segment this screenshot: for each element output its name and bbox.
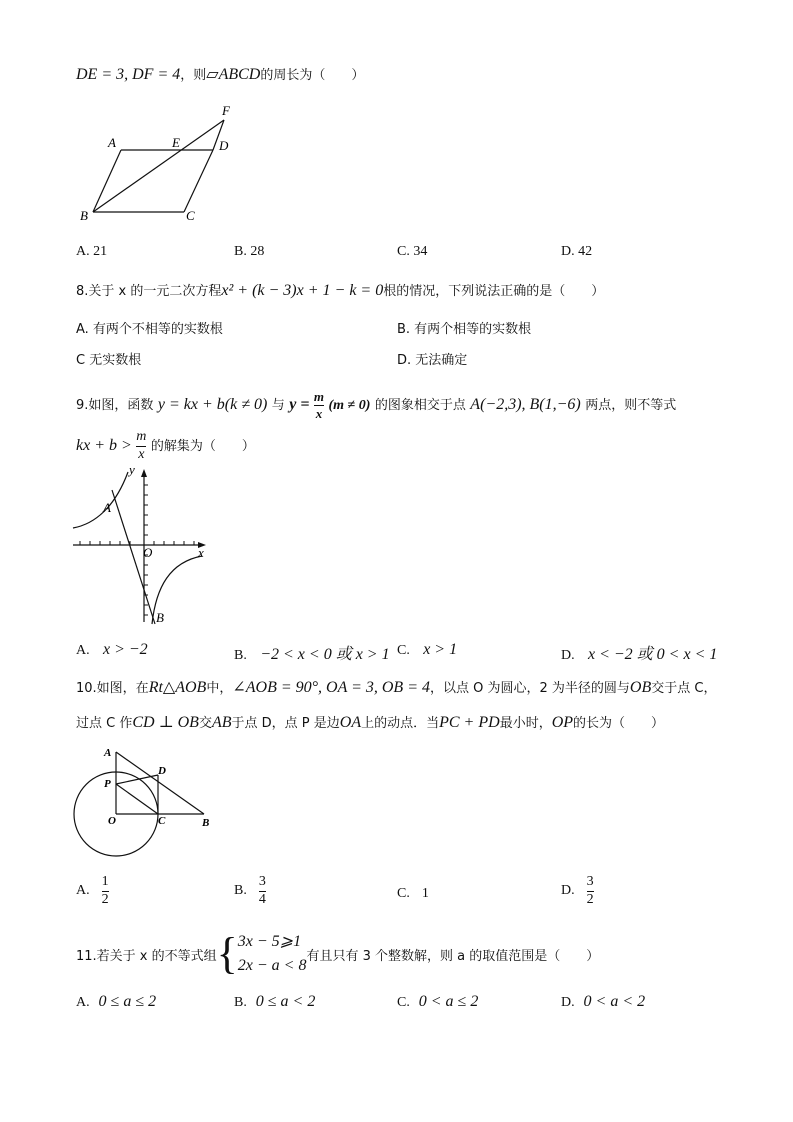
q10-label-d: D <box>158 765 166 777</box>
q10-label-p: P <box>104 778 111 790</box>
q7-label-e: E <box>172 135 180 150</box>
q10-option-d-fraction <box>587 875 594 907</box>
q11-suffix: 有且只有 3 个整数解，则 a 的取值范围是（ ） <box>306 948 600 964</box>
q10-sum: PC + PD <box>439 714 500 731</box>
q9-option-d[interactable] <box>561 641 717 664</box>
q7-option-d[interactable]: D. 42 <box>561 244 593 259</box>
q10-option-b-letter: B. <box>234 883 247 899</box>
q9-ineq-num: m <box>136 429 147 444</box>
q10-label-b: B <box>202 817 210 829</box>
q9-option-b-letter: B. <box>234 648 247 663</box>
q10-stem-line1 <box>76 677 716 697</box>
q10-option-b[interactable] <box>234 875 266 907</box>
q9-label-a: A <box>103 500 111 515</box>
q7-label-d: D <box>219 138 229 153</box>
q7-option-a[interactable]: A. 21 <box>76 244 108 259</box>
q10-l2e: 最小时， <box>499 716 552 731</box>
q10-option-d[interactable] <box>561 875 594 907</box>
q10-option-a[interactable] <box>76 875 109 907</box>
q8-equation: x² + (k − 3)x + 1 − k = 0 <box>221 282 384 299</box>
q9-func2-fraction <box>314 390 324 420</box>
q7-line-bf <box>93 120 224 212</box>
q10-geometry-figure <box>72 744 217 859</box>
q10-line-pd <box>116 775 158 784</box>
q11-row1: 3x − 5⩾1 <box>237 933 302 950</box>
q7-label-c: C <box>186 208 195 223</box>
q7-stem-math: DE = 3, DF = 4 <box>76 66 181 83</box>
q8-prefix: 8.关于 x 的一元二次方程 <box>76 284 222 299</box>
q9-func2-num: m <box>313 389 325 404</box>
q10-option-b-fraction <box>259 875 266 907</box>
q11-option-d[interactable] <box>561 993 645 1011</box>
q10-op: OP <box>551 714 574 731</box>
q9-hyperbola-left <box>73 472 128 528</box>
q10-line-pc <box>116 784 158 814</box>
q10-option-c-text: 1 <box>421 886 429 901</box>
q9-option-a-math: x > −2 <box>102 641 148 658</box>
q9-label-o: O <box>143 545 153 560</box>
q10-option-a-fraction <box>102 875 109 907</box>
q9-stem-line1 <box>76 390 676 420</box>
q10-stem-line2 <box>76 712 664 732</box>
q10-ob: OB <box>629 679 652 696</box>
q10-label-c: C <box>158 815 166 827</box>
q9-points: A(−2,3), B(1,−6) <box>470 396 581 414</box>
q10-option-d-letter: D. <box>561 883 575 899</box>
q10-perp: CD ⊥ OB <box>132 714 199 731</box>
q10-option-c[interactable] <box>397 886 429 902</box>
q11-option-c-letter: C. <box>397 995 410 1010</box>
q10-line1-suffix: ，以点 O 为圆心，2 为半径的圆与 <box>430 681 630 696</box>
q10-label-a: A <box>104 747 112 759</box>
q7-stem-mid: ，则 <box>180 68 207 83</box>
q11-prefix: 11.若关于 x 的不等式组 <box>76 948 217 964</box>
q7-option-c[interactable]: C. 34 <box>397 244 428 259</box>
q9-option-c-math: x > 1 <box>423 641 458 658</box>
q7-stem <box>76 64 364 84</box>
q9-ineq-lhs: kx + b > <box>76 437 132 455</box>
q9-func2-lhs: y = <box>289 396 310 414</box>
q10-l2a: 过点 C 作 <box>76 716 133 731</box>
q7-edge-dc <box>184 150 213 212</box>
q9-y-arrow <box>141 469 147 477</box>
q11-option-c-math: 0 < a ≤ 2 <box>418 993 479 1010</box>
q10-l2d: 上的动点．当 <box>361 716 440 731</box>
q10-l2f: 的长为（ ） <box>573 716 665 731</box>
q10-prefix: 10.如图，在 <box>76 681 149 696</box>
q11-option-c[interactable] <box>397 993 478 1011</box>
q8-option-c[interactable]: C 无实数根 <box>76 353 142 368</box>
q9-option-c[interactable] <box>397 641 457 659</box>
q8-option-b[interactable]: B. 有两个相等的实数根 <box>397 322 532 337</box>
q10-triangle: Rt△AOB <box>148 679 207 696</box>
q9-func2-cond: (m ≠ 0) <box>328 398 371 414</box>
q11-stem <box>76 930 599 978</box>
q11-option-d-letter: D. <box>561 995 575 1010</box>
q9-option-d-math: x < −2 或 0 < x < 1 <box>587 646 718 663</box>
q7-label-b: B <box>80 208 88 223</box>
q10-option-b-den: 4 <box>258 891 266 907</box>
q10-l2c: 于点 D，点 P 是边 <box>231 716 340 731</box>
q11-option-a[interactable] <box>76 993 156 1011</box>
q8-option-a[interactable]: A. 有两个不相等的实数根 <box>76 322 223 337</box>
q7-stem-end: 的周长为（ ） <box>260 68 365 83</box>
q9-suffix: 两点，则不等式 <box>585 398 677 414</box>
q11-option-a-letter: A. <box>76 995 90 1010</box>
q10-option-c-letter: C. <box>397 886 410 901</box>
q9-stem-line2 <box>76 430 255 462</box>
q10-option-d-num: 3 <box>586 874 594 889</box>
q11-brace: { <box>216 929 238 978</box>
q9-option-a[interactable] <box>76 641 148 659</box>
q10-option-d-den: 2 <box>586 891 594 907</box>
q9-label-y: y <box>129 462 135 477</box>
q10-ab: AB <box>211 714 232 731</box>
q8-stem <box>76 280 604 300</box>
q8-suffix: 根的情况，下列说法正确的是（ ） <box>383 284 605 299</box>
q9-func1: y = kx + b(k ≠ 0) <box>157 396 268 414</box>
q10-label-o: O <box>108 815 116 827</box>
q9-label-x: x <box>198 545 204 560</box>
q10-option-a-den: 2 <box>101 891 109 907</box>
q10-edge-ab <box>116 752 204 814</box>
q7-parallelogram-figure <box>76 100 246 225</box>
q9-prefix: 9.如图，函数 <box>76 398 154 414</box>
q9-graph-figure <box>70 462 215 632</box>
q9-func2-den: x <box>315 405 323 421</box>
q9-ineq-fraction <box>136 430 146 462</box>
q9-option-b[interactable] <box>234 641 390 664</box>
q8-option-d[interactable]: D. 无法确定 <box>397 353 468 368</box>
q9-label-b: B <box>156 610 164 625</box>
q7-label-f: F <box>222 103 230 118</box>
q10-option-a-num: 1 <box>101 874 109 889</box>
q11-option-a-math: 0 ≤ a ≤ 2 <box>98 993 157 1010</box>
q11-option-b[interactable] <box>234 993 315 1011</box>
q11-system <box>238 930 307 978</box>
q10-option-b-num: 3 <box>258 874 266 889</box>
q9-option-b-math: −2 < x < 0 或 x > 1 <box>260 646 390 663</box>
q10-oa: OA <box>339 714 362 731</box>
q9-mid: 与 <box>271 398 285 414</box>
q11-option-d-math: 0 < a < 2 <box>583 993 646 1010</box>
q10-option-a-letter: A. <box>76 883 90 899</box>
q10-l2b: 交 <box>198 716 212 731</box>
q11-row2: 2x − a < 8 <box>237 957 307 974</box>
q7-option-b[interactable]: B. 28 <box>234 244 265 259</box>
q9-ineq-den: x <box>138 446 145 462</box>
q11-option-b-math: 0 ≤ a < 2 <box>255 993 316 1010</box>
q9-ineq-suffix: 的解集为（ ） <box>150 439 255 455</box>
q9-mid2: 的图象相交于点 <box>374 398 466 414</box>
q9-option-d-letter: D. <box>561 648 575 663</box>
q11-option-b-letter: B. <box>234 995 247 1010</box>
q9-option-c-letter: C. <box>397 643 410 658</box>
q9-option-a-letter: A. <box>76 643 90 658</box>
q10-mid: 中， <box>206 681 233 696</box>
q10-condition: ∠AOB = 90°, OA = 3, OB = 4 <box>232 679 430 696</box>
q7-parallelogram: ▱ABCD <box>206 66 261 83</box>
q10-line1-end: 交于点 C， <box>651 681 717 696</box>
q7-label-a: A <box>108 135 116 150</box>
